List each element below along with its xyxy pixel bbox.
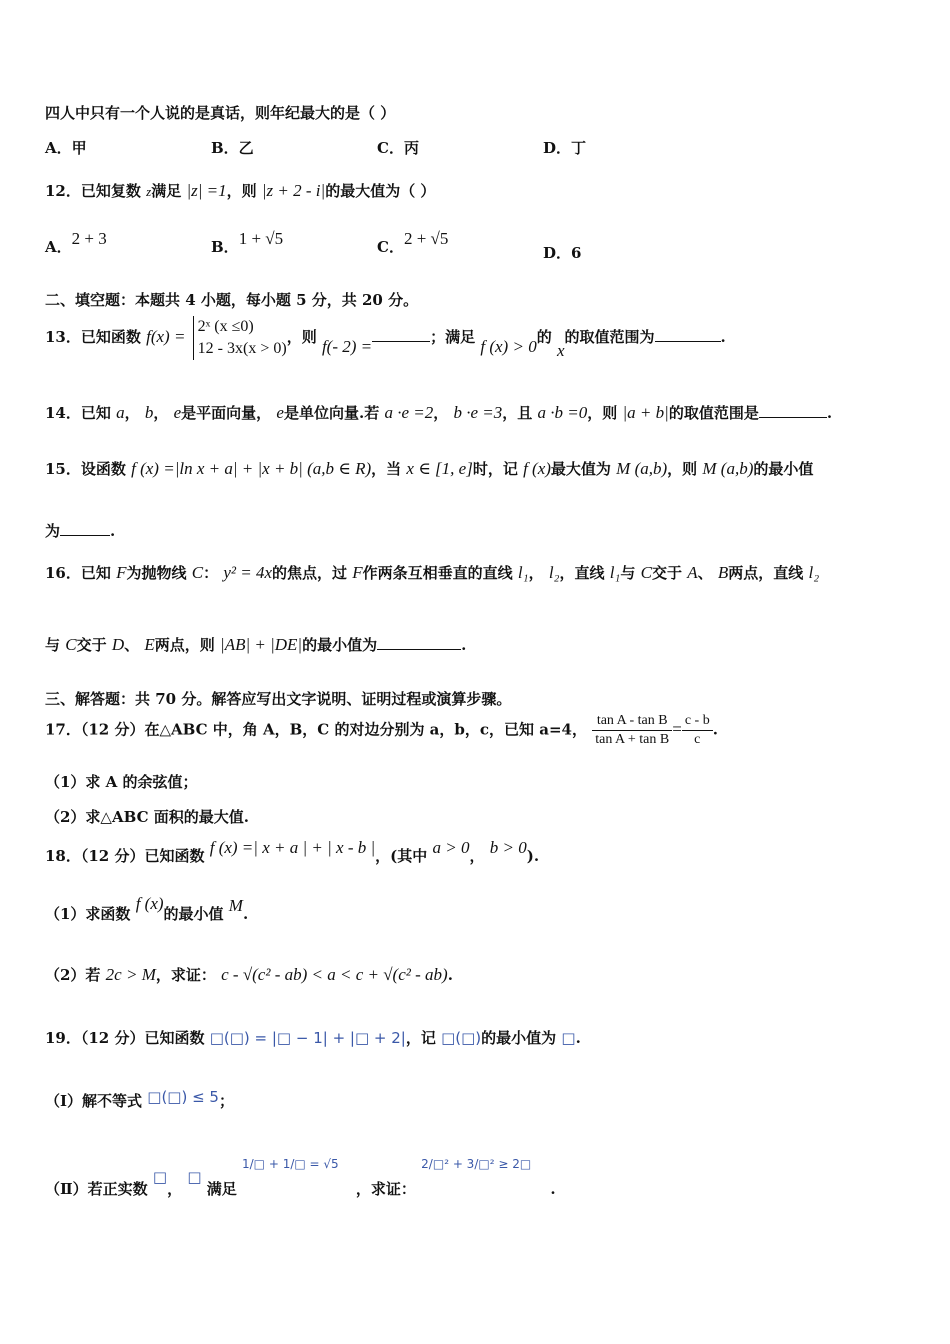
q12-option-a: A．2 + 3 — [45, 229, 107, 256]
q17-stem: 17．（12 分）在△ABC 中，角 A，B，C 的对边分别为 a，b，c，已知 a=4， $\frac{\text{tan A - tan B}}{\text{tan A + tan B}}$ = $\frac{c - b}{c}$ . — [45, 713, 718, 747]
intro-line: 四人中只有一个人说的是真话，则年纪最大的是（ ） — [45, 104, 396, 122]
q13-blank-1 — [372, 327, 430, 342]
q14-stem: 14．已知 a， b， e是平面向量， e是单位向量.若 a ·e =2， b ·e =3，且 a ·b =0，则 |a + b|的取值范围是 . — [45, 403, 833, 422]
q18-stem: 18．（12 分）已知函数 f (x) =| x + a | + | x - b |，(其中 a > 0， b > 0). — [45, 838, 540, 865]
q18-sub2: （2）若 2c > M，求证： c - √(c² - ab) < a < c + √(c² - ab). — [45, 965, 453, 984]
q11-option-a: A．甲 — [45, 139, 87, 157]
q12-option-b: B．1 + √5 — [211, 229, 284, 256]
q16-line2: 与 C交于 D、 E两点，则 |AB| + |DE|的最小值为 . — [45, 635, 467, 654]
q13-piecewise: 2ˣ (x ≤0) 12 - 3x(x > 0) — [193, 316, 287, 360]
q12-stem: 12．已知复数 z满足 |z| =1，则 |z + 2 - i|的最大值为（ ） — [45, 181, 436, 200]
q11-option-b: B．乙 — [211, 139, 254, 157]
q15-line2: 为 . — [45, 522, 116, 540]
q15-blank — [60, 521, 110, 536]
q13-stem: 13．已知函数 f(x) = 2ˣ (x ≤0) 12 - 3x(x > 0) ，则 f(- 2) = ；满足 f (x) > 0的 x的取值范围为 . — [45, 318, 726, 360]
q19-stem: 19．（12 分）已知函数 □(□) = |□ − 1| + |□ + 2|，记 □(□)的最小值为 □. — [45, 1029, 581, 1047]
q17-sub2: （2）求△ABC 面积的最大值. — [45, 808, 249, 826]
section-3-heading: 三、解答题：共 70 分。解答应写出文字说明、证明过程或演算步骤。 — [45, 690, 512, 708]
q12-option-c: C．2 + √5 — [377, 229, 449, 256]
q18-sub1: （1）求函数 f (x)的最小值 M. — [45, 894, 249, 923]
q19-sub2: （Ⅱ）若正实数 □， □ 满足 $^{1/□ + 1/□ = √5}$ ，求证： $^{2/□^2 + 3/□^2 \ge 2□}$ . — [45, 1157, 556, 1198]
q16-blank — [377, 635, 461, 650]
q17-fraction-left: $\frac{\text{tan A - tan B}}{\text{tan A + tan B}}$ — [592, 712, 672, 749]
q12-option-d: D．6 — [543, 244, 582, 262]
q17-sub1: （1）求 A 的余弦值； — [45, 773, 198, 791]
q15-stem: 15．设函数 f (x) =|ln x + a| + |x + b| (a,b ∈ R)，当 x ∈ [1, e]时，记 f (x)最大值为 M (a,b)，则 M (a,b)的最小值 — [45, 459, 814, 478]
section-2-heading: 二、填空题：本题共 4 小题，每小题 5 分，共 20 分。 — [45, 291, 419, 309]
q16-stem: 16．已知 F为抛物线 C： y² = 4x的焦点，过 F作两条互相垂直的直线 l₁， l₂，直线 l₁与 C交于 A、 B两点，直线 l₂ — [45, 563, 820, 582]
q11-option-c: C．丙 — [377, 139, 419, 157]
q14-blank — [759, 403, 827, 418]
q19-sub1: （Ⅰ）解不等式 □(□) ≤ 5； — [45, 1088, 234, 1110]
q13-blank-2 — [655, 327, 721, 342]
q17-fraction-right: $\frac{c - b}{c}$ — [682, 712, 713, 749]
q11-option-d: D．丁 — [543, 139, 587, 157]
